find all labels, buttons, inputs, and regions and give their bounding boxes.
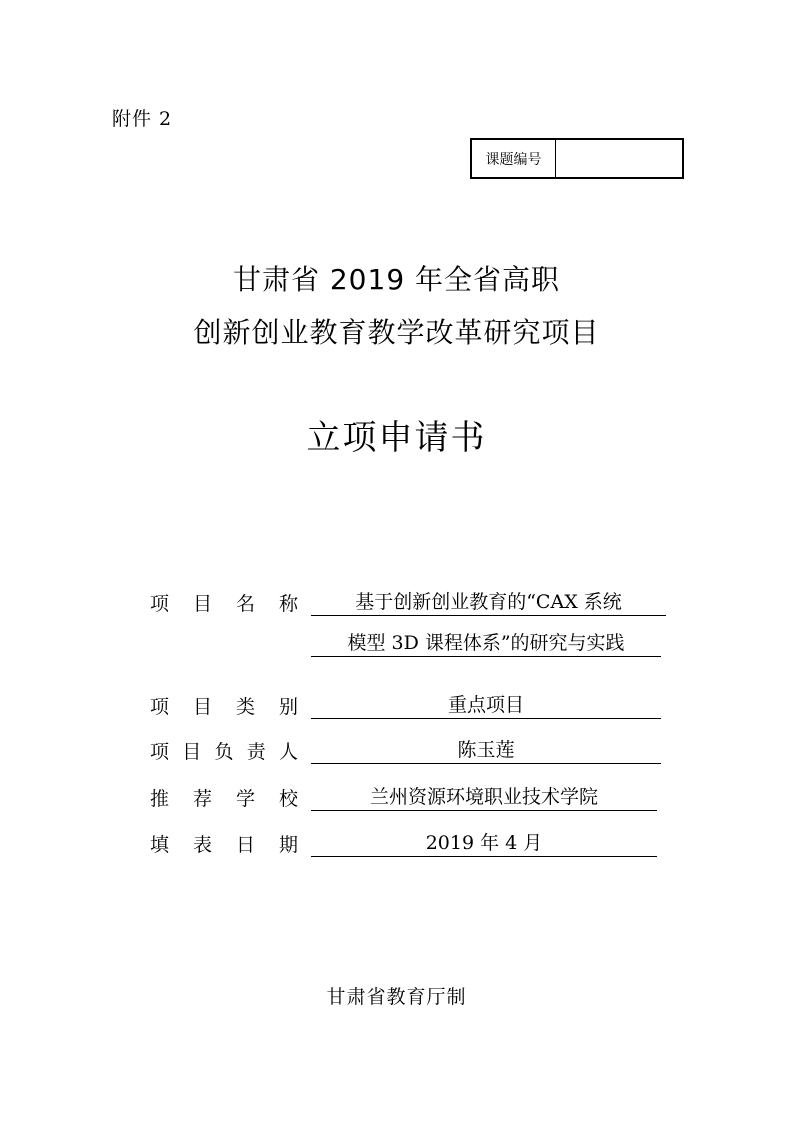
- label-char: 名: [235, 593, 255, 615]
- label-char: 项: [150, 696, 170, 718]
- label-char: 负: [214, 741, 234, 763]
- project-name-value-line-2[interactable]: 模型 3D 课程体系”的研究与实践: [311, 630, 661, 657]
- recommending-school-value[interactable]: 兰州资源环境职业技术学院: [311, 784, 657, 811]
- issuer-footer: 甘肃省教育厅制: [326, 986, 467, 1008]
- label-char: 人: [278, 741, 298, 763]
- document-name: 立项申请书: [306, 418, 487, 458]
- project-category-label: [150, 692, 298, 719]
- recommending-school-label: [150, 784, 298, 811]
- label-char: 推: [150, 788, 170, 810]
- label-char: 荐: [192, 788, 212, 810]
- label-char: 类: [235, 696, 255, 718]
- attachment-label: 附件 2: [112, 108, 173, 130]
- fill-date-label: [150, 830, 298, 857]
- label-char: 项: [150, 593, 170, 615]
- label-char: 学: [235, 788, 255, 810]
- project-code-label: 课题编号: [472, 140, 556, 177]
- title-line-1: 甘肃省 2019 年全省高职: [232, 263, 561, 296]
- project-leader-value[interactable]: 陈玉莲: [311, 737, 661, 764]
- label-char: 责: [246, 741, 266, 763]
- label-char: 目: [192, 593, 212, 615]
- label-char: 校: [278, 788, 298, 810]
- label-char: 别: [278, 696, 298, 718]
- project-code-value[interactable]: [556, 140, 682, 177]
- project-leader-label: [150, 737, 298, 764]
- label-char: 表: [192, 834, 212, 856]
- project-code-box: [470, 138, 684, 179]
- label-char: 称: [278, 593, 298, 615]
- fill-date-value[interactable]: 2019 年 4 月: [311, 830, 657, 857]
- project-category-value[interactable]: 重点项目: [311, 692, 661, 719]
- title-line-2: 创新创业教育教学改革研究项目: [193, 316, 600, 349]
- label-char: 期: [278, 834, 298, 856]
- label-char: 填: [150, 834, 170, 856]
- project-name-label: [150, 589, 298, 616]
- project-name-value-line-1[interactable]: 基于创新创业教育的“CAX 系统: [311, 589, 666, 616]
- label-char: 项: [150, 741, 170, 763]
- label-char: 日: [235, 834, 255, 856]
- label-char: 目: [182, 741, 202, 763]
- label-char: 目: [192, 696, 212, 718]
